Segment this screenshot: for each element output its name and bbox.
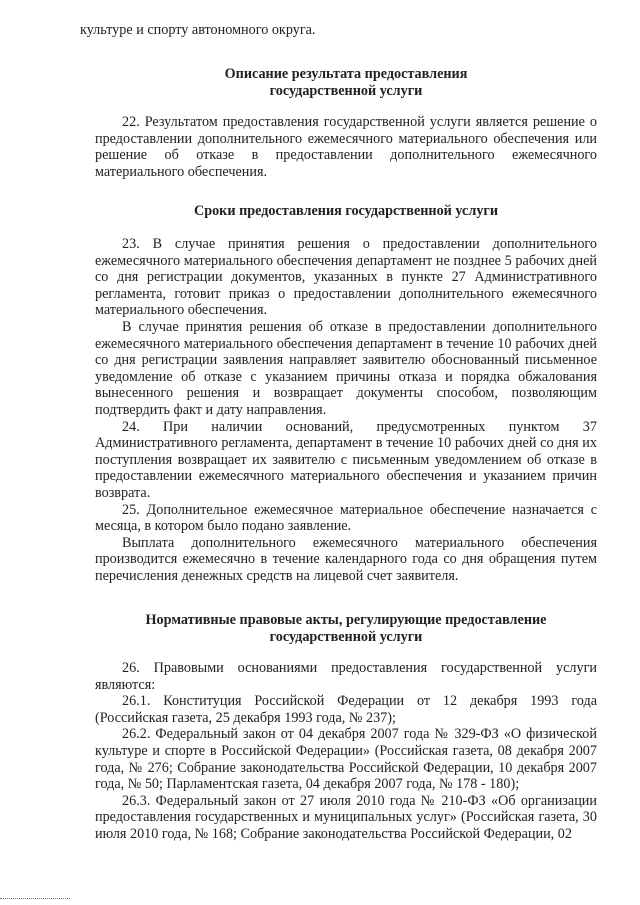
paragraph: 23. В случае принятия решения о предоставлении дополнительного ежемесячного материального обеспечения департамент не позднее 5 рабочих дней со дня регистрации документов, указанных в пункте 27 Административного регламента, готовит приказ о предоставлении дополнительного ежемесячного материального обеспечения. [95,236,597,319]
section-body-result [95,114,597,180]
intro-line [80,22,582,39]
section-heading-line: государственной услуги [269,82,423,99]
footer-divider [0,898,70,899]
paragraph: 25. Дополнительное ежемесячное материальное обеспечение назначается с месяца, в котором было подано заявление. [95,501,597,535]
paragraph: В случае принятия решения об отказе в предоставлении дополнительного ежемесячного материального обеспечения департамент в течение 10 рабочих дней со дня регистрации заявления направляет заявителю обоснованный письменное уведомление об отказе с указанием причины отказа и порядка обжалования вынесенного решения и возвращает документы способом, позволяющим подтвердить факт и дату направления. [95,318,597,418]
paragraph: Выплата дополнительного ежемесячного материального обеспечения производится ежемесячно в течение календарного года со дня обращения путем перечисления денежных средств на лицевой счет заявителя. [95,534,597,584]
section-heading-line: Описание результата предоставления [224,66,468,82]
paragraph: 22. Результатом предоставления государственной услуги является решение о предоставлении дополнительного ежемесячного материального обеспечения или решение об отказе в предоставлении дополнительного ежемесячного материального обеспечения. [95,114,597,180]
intro-text: культуре и спорту автономного округа. [80,22,316,38]
section-heading-terms [95,203,597,220]
section-heading-result [95,66,597,99]
section-heading-line: Нормативные правовые акты, регулирующие предоставление [145,612,547,628]
section-heading-line: государственной услуги [269,628,423,645]
paragraph: 26.1. Конституция Российской Федерации от 12 декабря 1993 года (Российская газета, 25 декабря 1993 года, № 237); [95,693,597,726]
paragraph: 26.2. Федеральный закон от 04 декабря 2007 года № 329-ФЗ «О физической культуре и спорте в Российской Федерации» (Российская газета, 08 декабря 2007 года, № 276; Собрание законодательства Российской Федерации, 10 декабря 2007 года, № 50; Парламентская газета, 04 декабря 2007 года, № 178 - 180); [95,726,597,793]
paragraph: 24. При наличии оснований, предусмотренных пунктом 37 Административного регламента, департамент в течение 10 рабочих дней со дня их поступления возвращает их заявителю с письменным уведомлением об отказе в предоставлении ежемесячного материального обеспечения и указанием причин возврата. [95,418,597,501]
section-body-terms [95,236,597,584]
section-body-legal-acts [95,660,597,843]
section-heading-line: Сроки предоставления государственной услуги [193,203,499,219]
paragraph: 26. Правовыми основаниями предоставления государственной услуги являются: [95,660,597,693]
paragraph: 26.3. Федеральный закон от 27 июля 2010 года № 210-ФЗ «Об организации предоставления государственных и муниципальных услуг» (Российская газета, 30 июля 2010 года, № 168; Собрание законодательства Российской Федерации, 02 [95,792,597,842]
section-heading-legal-acts [95,612,597,645]
